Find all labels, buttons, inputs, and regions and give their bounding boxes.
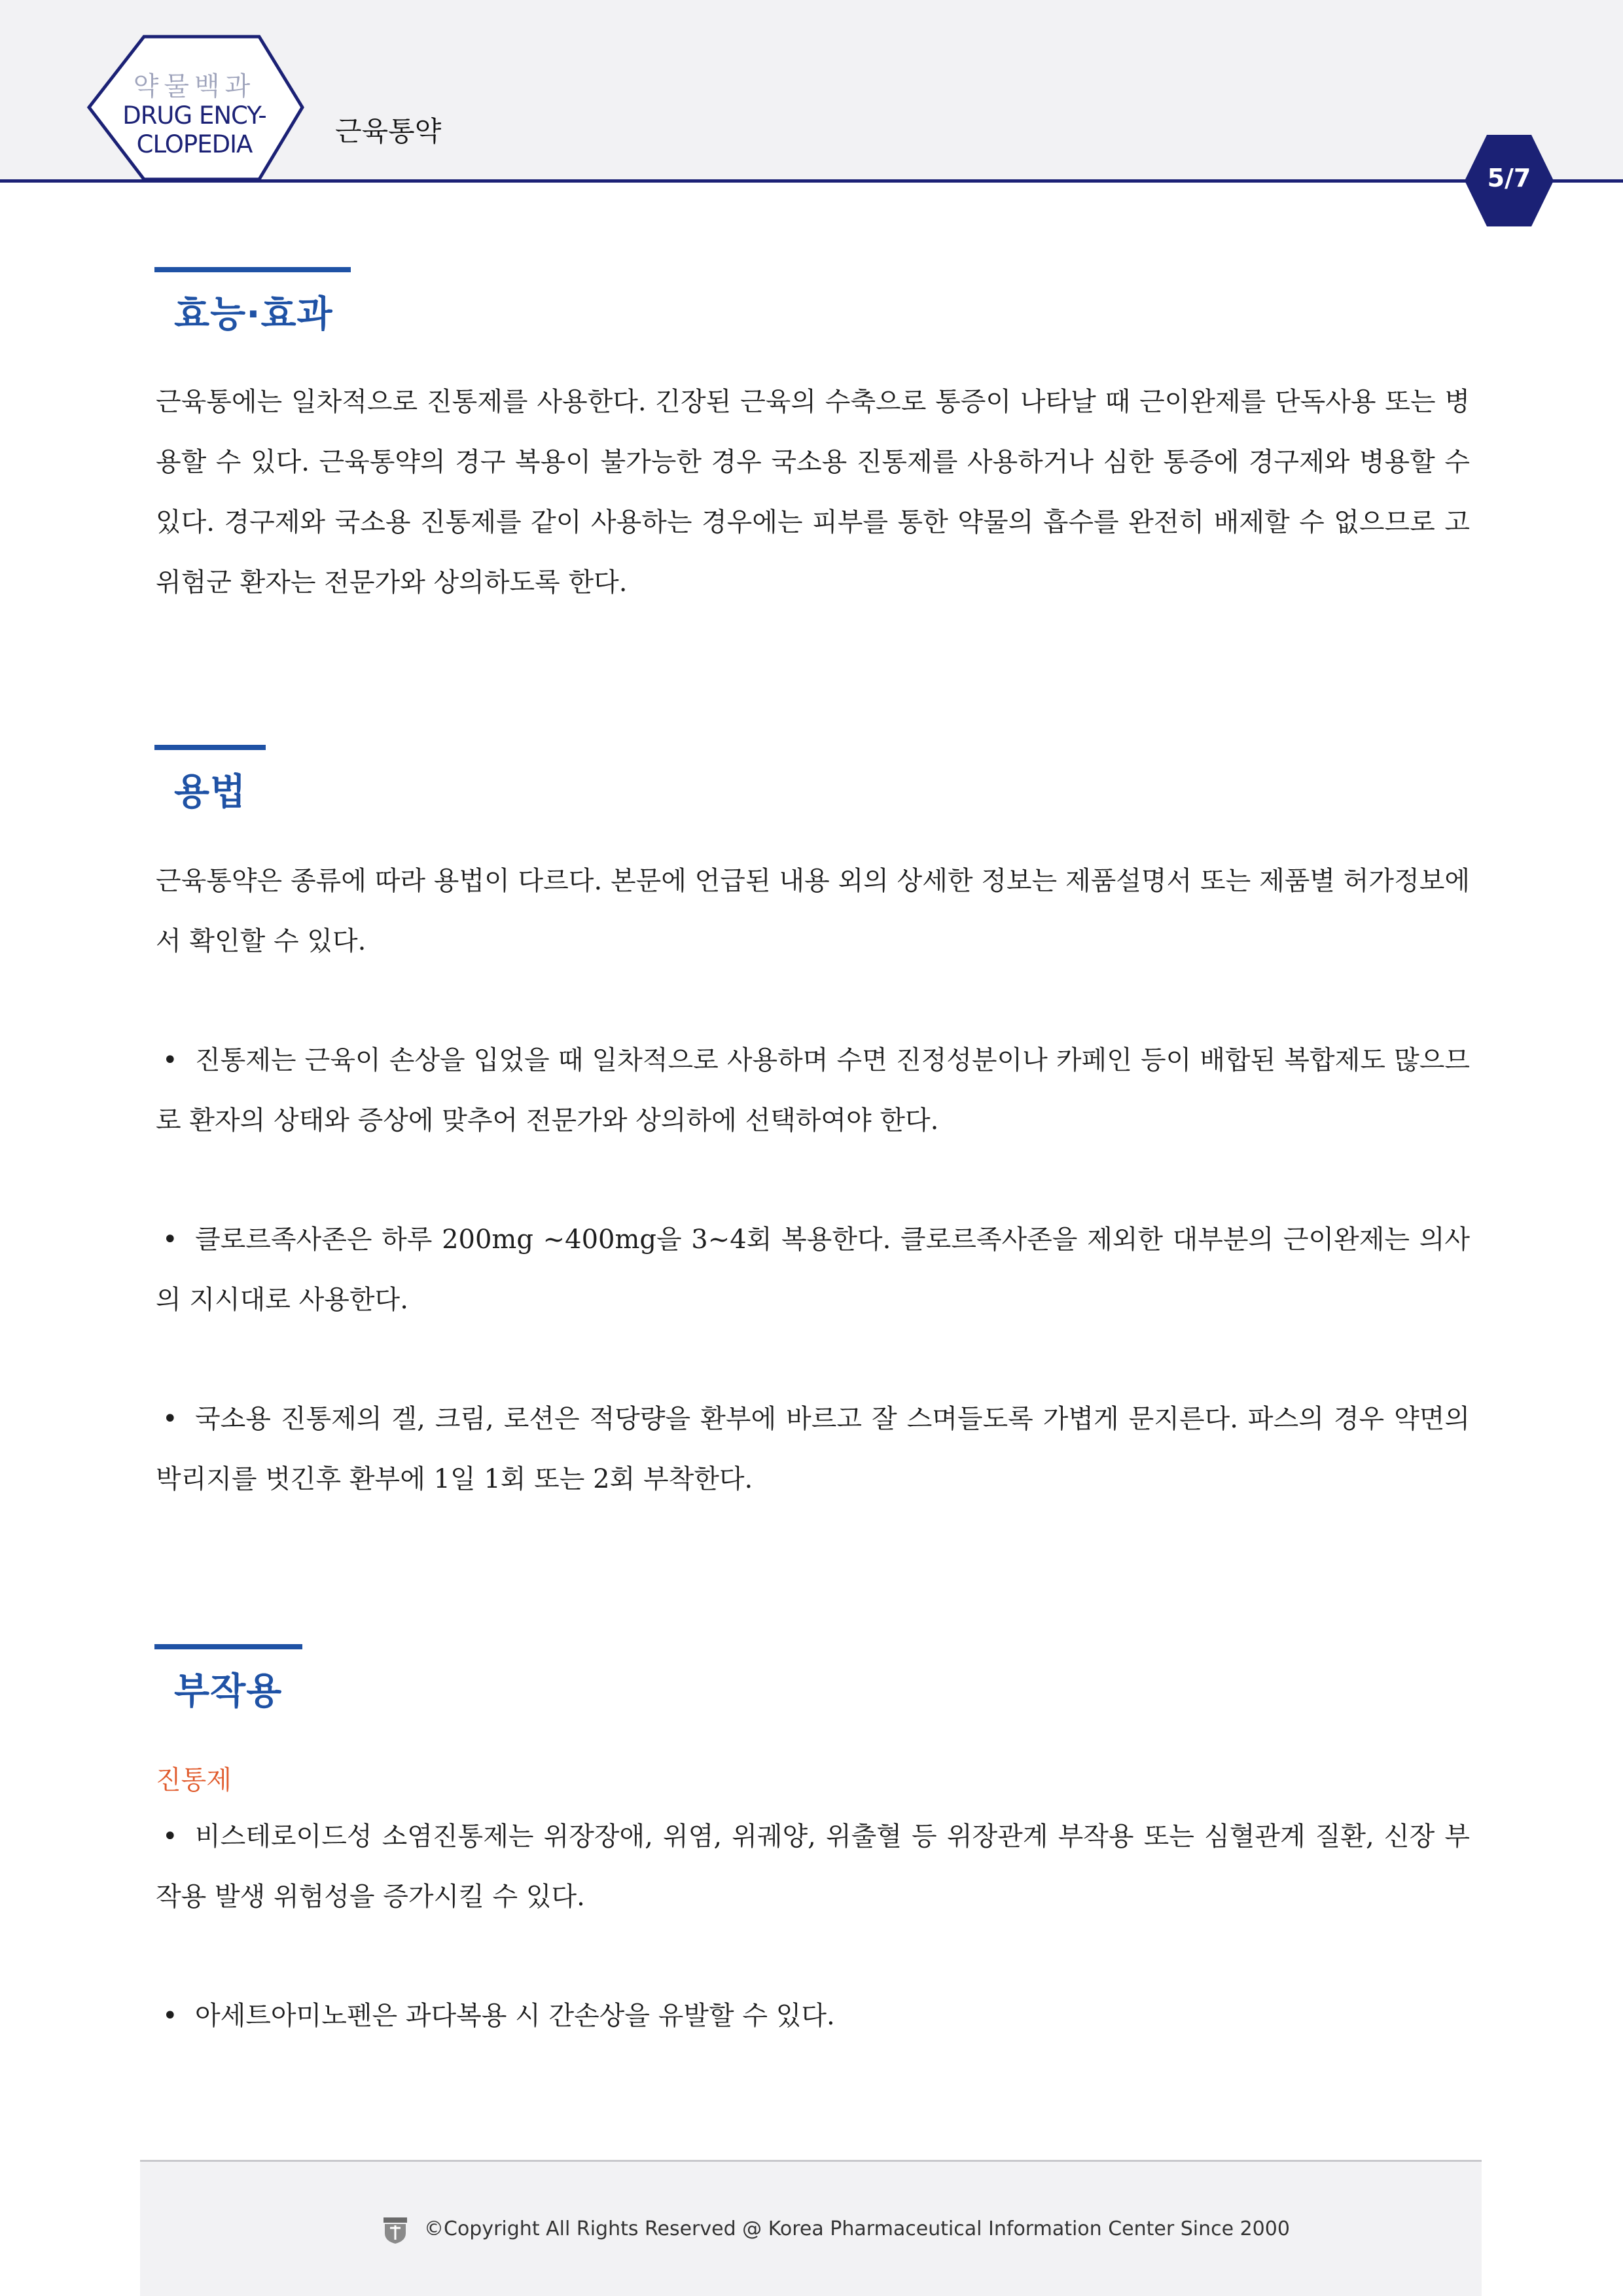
section-title-side-effects: 부작용 bbox=[174, 1670, 283, 1713]
page-indicator bbox=[1463, 134, 1555, 228]
drug-encyclopedia-logo[interactable] bbox=[86, 34, 317, 183]
bullet-text: 국소용 진통제의 겔, 크림, 로션은 적당량을 환부에 바르고 잘 스며들도록 가볍게 문지른다. 파스의 경우 약면의 박리지를 벗긴후 환부에 1일 1회 또는 2회 부착한다. bbox=[156, 1404, 1470, 1494]
page-number: 5/7 bbox=[1487, 164, 1531, 192]
bullet-dot: • bbox=[162, 2001, 178, 2031]
kpic-emblem-icon bbox=[382, 2216, 408, 2245]
dosage-bullet-1 bbox=[156, 1030, 1470, 1151]
efficacy-paragraph: 근육통에는 일차적으로 진통제를 사용한다. 긴장된 근육의 수축으로 통증이 나타날 때 근이완제를 단독사용 또는 병용할 수 있다. 근육통약의 경구 복용이 불가능한 경우 국소용 진통제를 사용하거나 심한 통증에 경구제와 병용할 수 있다. 경구제와 국소용 진통제를 같이 사용하는 경우에는 피부를 통한 약물의 흡수를 완전히 배제할 수 없으므로 고위험군 환자는 전문가와 상의하도록 한다. bbox=[156, 387, 1470, 598]
footer-copyright: ©Copyright All Rights Reserved @ Korea Pharmaceutical Information Center Since 2000 bbox=[424, 2217, 1290, 2240]
section-title-dosage: 용법 bbox=[174, 771, 247, 814]
section-bar-side-effects bbox=[154, 1644, 302, 1649]
bullet-dot: • bbox=[162, 1821, 178, 1852]
footer-divider bbox=[140, 2160, 1482, 2162]
bullet-text: 클로르족사존은 하루 200mg ~400mg을 3~4회 복용한다. 클로르족사존을 제외한 대부분의 근이완제는 의사의 지시대로 사용한다. bbox=[156, 1225, 1470, 1315]
bullet-dot: • bbox=[162, 1404, 178, 1434]
bullet-text: 아세트아미노펜은 과다복용 시 간손상을 유발할 수 있다. bbox=[195, 2001, 835, 2031]
logo-english-text bbox=[86, 101, 302, 159]
section-bar-efficacy bbox=[154, 267, 351, 272]
side-effect-bullet-1 bbox=[156, 1806, 1470, 1927]
section-title-efficacy: 효능·효과 bbox=[174, 293, 333, 336]
document-title: 근육통약 bbox=[335, 115, 442, 147]
logo-english-line1: DRUG ENCY- bbox=[122, 101, 266, 130]
subheading-analgesics: 진통제 bbox=[156, 1765, 232, 1795]
logo-english-line2: CLOPEDIA bbox=[136, 130, 253, 158]
section-bar-dosage bbox=[154, 745, 266, 750]
bullet-text: 진통제는 근육이 손상을 입었을 때 일차적으로 사용하며 수면 진정성분이나 카페인 등이 배합된 복합제도 많으므로 환자의 상태와 증상에 맞추어 전문가와 상의하에 선택하여야 한다. bbox=[156, 1045, 1470, 1136]
bullet-text: 비스테로이드성 소염진통제는 위장장애, 위염, 위궤양, 위출혈 등 위장관계 부작용 또는 심혈관계 질환, 신장 부작용 발생 위험성을 증가시킬 수 있다. bbox=[156, 1821, 1470, 1912]
side-effect-bullet-2 bbox=[156, 1986, 1470, 2046]
logo-korean-text: 약물백과 bbox=[133, 71, 256, 101]
dosage-paragraph: 근육통약은 종류에 따라 용법이 다르다. 본문에 언급된 내용 외의 상세한 정보는 제품설명서 또는 제품별 허가정보에서 확인할 수 있다. bbox=[156, 866, 1470, 956]
bullet-dot: • bbox=[162, 1045, 178, 1075]
bullet-dot: • bbox=[162, 1225, 178, 1255]
dosage-bullet-2 bbox=[156, 1210, 1470, 1330]
dosage-bullet-3 bbox=[156, 1389, 1470, 1509]
